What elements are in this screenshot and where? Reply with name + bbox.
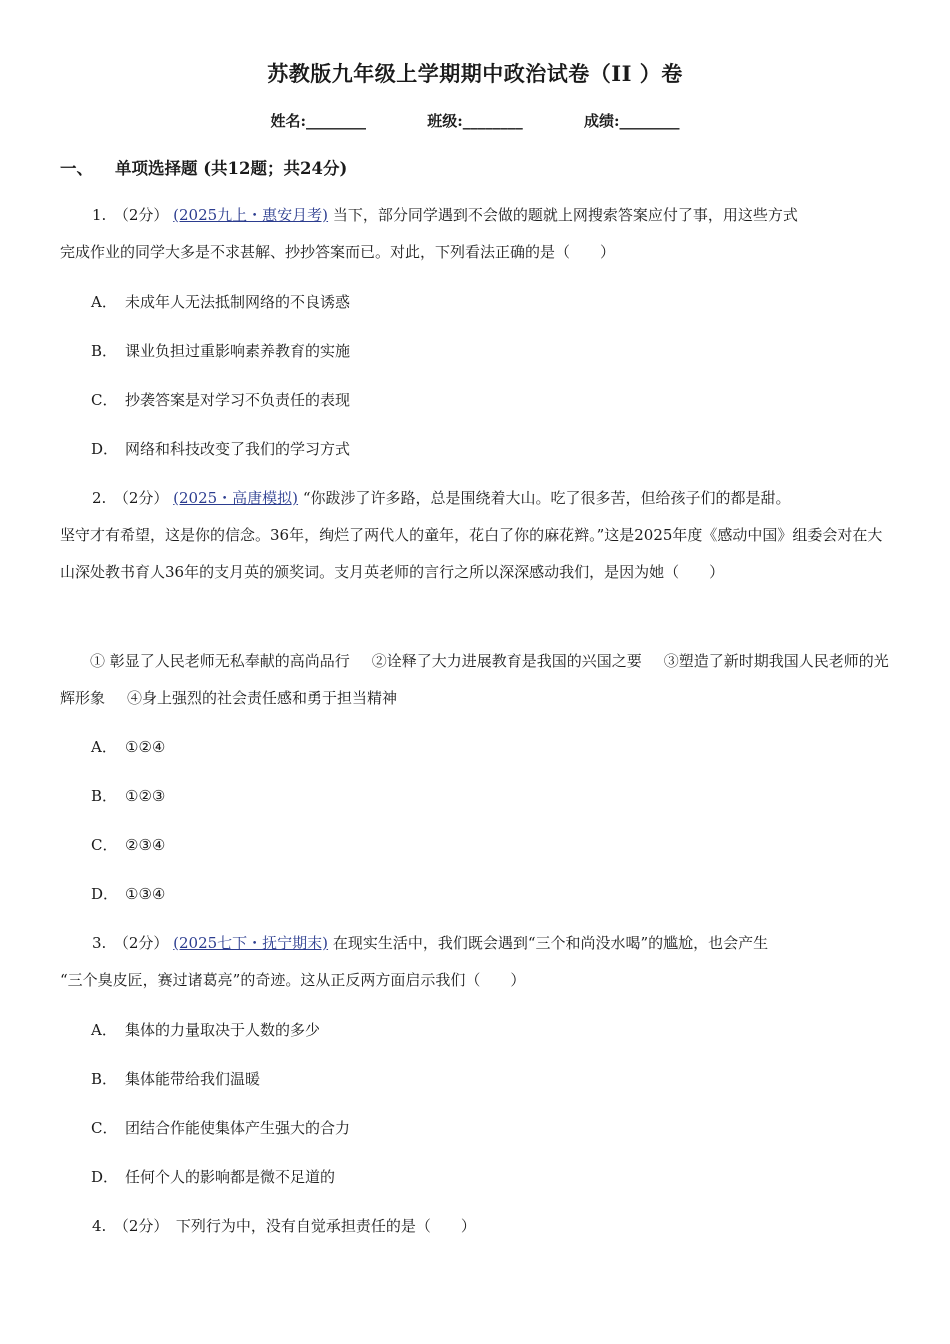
question-1 (60, 197, 892, 271)
question-source-link[interactable]: (2025九上・惠安月考) (173, 206, 329, 224)
question-score: （2分） (121, 934, 169, 952)
question-text: 当下，部分同学遇到不会做的题就上网搜索答案应付了事，用这些方式 (332, 206, 798, 224)
question-number: 3. (92, 934, 107, 952)
question-2-line1 (60, 480, 892, 517)
option-text: 集体的力量取决于人数的多少 (125, 1021, 321, 1039)
question-4 (60, 1208, 892, 1245)
exam-title: 苏教版九年级上学期期中政治试卷（II ）卷 (267, 61, 683, 86)
question-1-rest: 完成作业的同学大多是不求甚解、抄抄答案而已。对此，下列看法正确的是（ ） (60, 243, 616, 261)
option-text: ①③④ (125, 885, 166, 903)
statement-2: ②诠释了大力进展教育是我国的兴国之要 (371, 652, 642, 670)
question-number: 2. (92, 489, 107, 507)
question-1-option-d[interactable] (91, 437, 350, 461)
option-text: ②③④ (125, 836, 166, 854)
option-letter: B． (91, 1070, 118, 1088)
option-letter: C． (91, 836, 118, 854)
option-text: ①②④ (125, 738, 166, 756)
question-1-option-c[interactable] (91, 388, 350, 412)
option-letter: A． (91, 1021, 117, 1039)
statement-1: ① 彰显了人民老师无私奉献的高尚品行 (90, 652, 350, 670)
option-text: 未成年人无法抵制网络的不良诱惑 (125, 293, 351, 311)
question-3-option-c[interactable] (91, 1116, 350, 1140)
question-3 (60, 925, 892, 999)
question-1-option-b[interactable] (91, 339, 350, 363)
option-text: 团结合作能使集体产生强大的合力 (125, 1119, 351, 1137)
question-text: 下列行为中，没有自觉承担责任的是（ ） (175, 1217, 476, 1235)
section-number: 一、 (60, 159, 93, 178)
question-1-option-a[interactable] (91, 290, 350, 314)
section-label: 单项选择题 (共12题；共24分) (115, 159, 348, 178)
question-3-line1 (60, 925, 892, 962)
question-2-rest: 坚守才有希望，这是你的信念。36年，绚烂了两代人的童年，花白了你的麻花辫。”这是2025年度《感动中国》组委会对在大山深处教书育人36年的支月英的颁奖词。支月英老师的言行之所以深深感动我们，是因为她（ ） (60, 526, 883, 581)
question-1-line1 (60, 197, 892, 234)
question-text: “你跋涉了许多路，总是围绕着大山。吃了很多苦，但给孩子们的都是甜。 (302, 489, 791, 507)
question-3-option-d[interactable] (91, 1165, 335, 1189)
score-field: 成绩:________ (584, 112, 680, 130)
question-2 (60, 480, 892, 591)
option-text: 集体能带给我们温暖 (125, 1070, 261, 1088)
question-score: （2分） (121, 489, 169, 507)
question-number: 1. (92, 206, 107, 224)
section-heading (60, 155, 347, 179)
option-text: 课业负担过重影响素养教育的实施 (125, 342, 351, 360)
question-3-option-b[interactable] (91, 1067, 260, 1091)
question-source-link[interactable]: (2025七下・抚宁期末) (173, 934, 329, 952)
option-letter: D． (91, 885, 119, 903)
question-2-statements (60, 643, 895, 717)
class-field: 班级:________ (427, 112, 523, 130)
question-2-option-a[interactable] (91, 735, 165, 759)
statement-3: ③塑造了新时期我国人民老师的光辉形象 (60, 652, 889, 707)
option-letter: B． (91, 787, 118, 805)
question-2-option-c[interactable] (91, 833, 165, 857)
option-letter: B． (91, 342, 118, 360)
question-score: （2分） (121, 1217, 161, 1235)
question-2-option-d[interactable] (91, 882, 165, 906)
question-2-option-b[interactable] (91, 784, 165, 808)
question-source-link[interactable]: (2025・高唐模拟) (173, 489, 299, 507)
option-text: 网络和科技改变了我们的学习方式 (125, 440, 351, 458)
option-letter: D． (91, 1168, 119, 1186)
statement-4: ④身上强烈的社会责任感和勇于担当精神 (127, 689, 398, 707)
option-text: 任何个人的影响都是微不足道的 (125, 1168, 336, 1186)
option-letter: A． (91, 738, 117, 756)
student-info-row (0, 110, 950, 131)
name-field: 姓名:________ (270, 112, 366, 130)
question-number: 4. (92, 1217, 107, 1235)
question-4-line1 (60, 1208, 892, 1245)
question-3-option-a[interactable] (91, 1018, 320, 1042)
option-letter: C． (91, 391, 118, 409)
option-letter: C． (91, 1119, 118, 1137)
option-letter: A． (91, 293, 117, 311)
question-3-rest: “三个臭皮匠，赛过诸葛亮”的奇迹。这从正反两方面启示我们（ ） (60, 971, 526, 989)
option-letter: D． (91, 440, 119, 458)
option-text: ①②③ (125, 787, 166, 805)
question-text: 在现实生活中，我们既会遇到“三个和尚没水喝”的尴尬，也会产生 (332, 934, 769, 952)
question-score: （2分） (121, 206, 169, 224)
option-text: 抄袭答案是对学习不负责任的表现 (125, 391, 351, 409)
